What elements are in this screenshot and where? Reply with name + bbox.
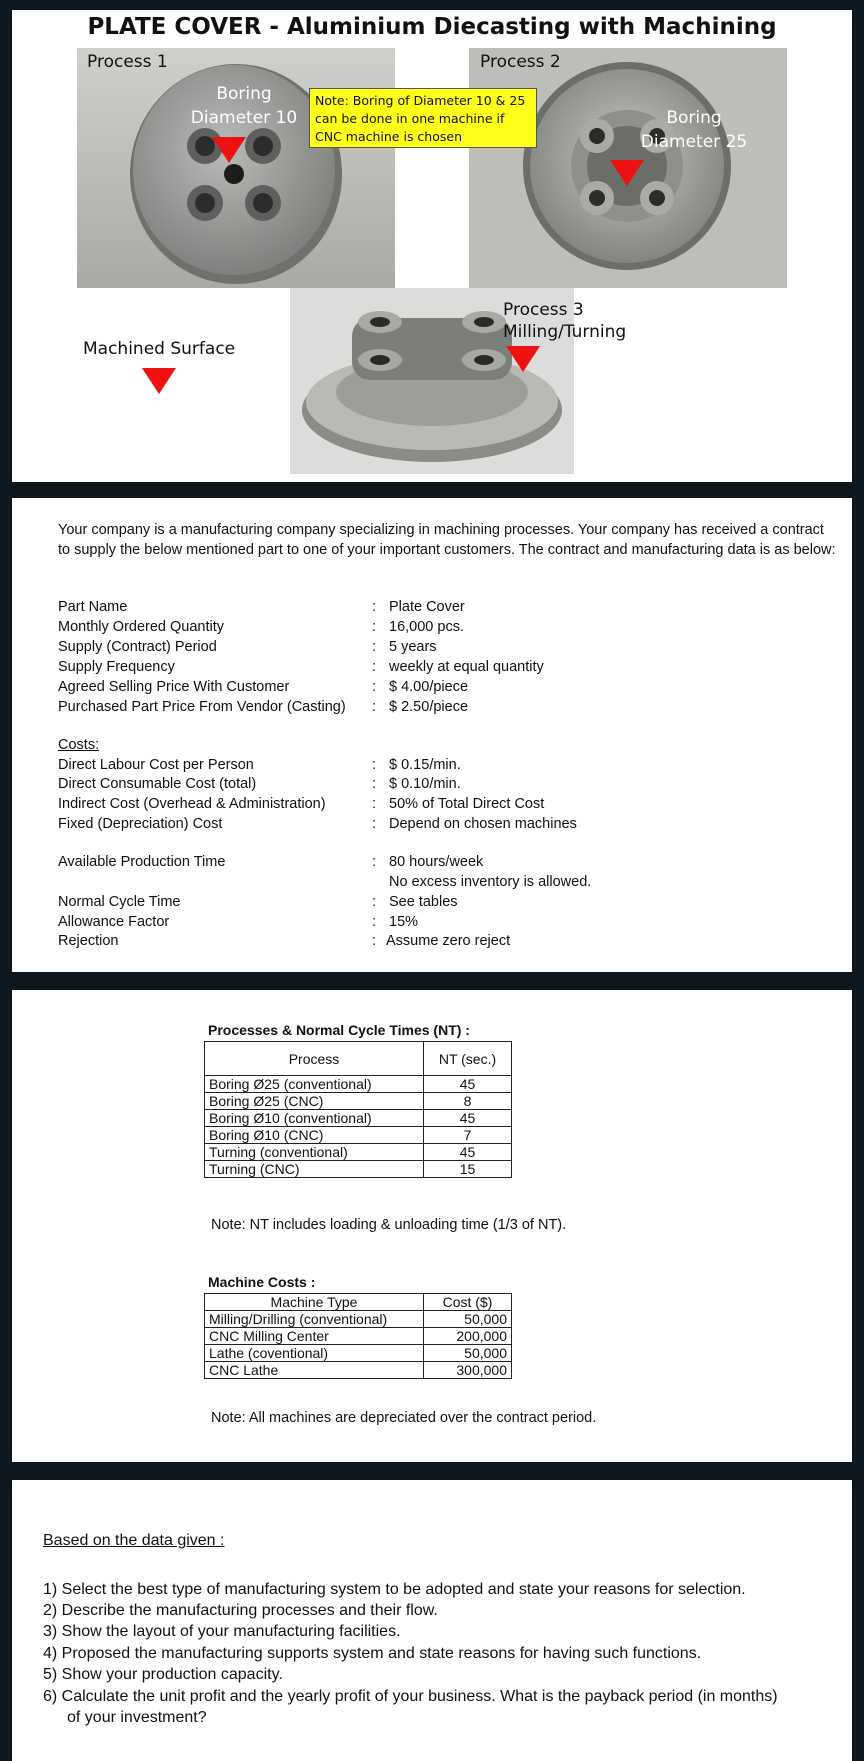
cost-cell: 50,000: [424, 1311, 512, 1328]
part-label: Part Name: [58, 599, 128, 615]
process-cell: Turning (CNC): [205, 1161, 424, 1178]
part-label: Supply (Contract) Period: [58, 639, 217, 655]
tables-panel: [12, 990, 852, 1462]
other-label: Rejection: [58, 933, 119, 949]
question-item: 2) Describe the manufacturing processes and their flow.: [43, 1602, 438, 1619]
nt-header-process: Process: [205, 1042, 424, 1076]
nt-cell: 45: [424, 1110, 512, 1127]
cost-cell: 300,000: [424, 1362, 512, 1379]
nt-table-caption: Processes & Normal Cycle Times (NT) :: [208, 1022, 470, 1038]
question-item: 4) Proposed the manufacturing supports system and state reasons for having such functions.: [43, 1645, 702, 1662]
part-value: weekly at equal quantity: [389, 659, 544, 675]
process-cell: Boring Ø25 (CNC): [205, 1093, 424, 1110]
nt-cell: 45: [424, 1076, 512, 1093]
part-label: Monthly Ordered Quantity: [58, 619, 225, 635]
colon: :: [372, 599, 377, 615]
machine-type-cell: Milling/Drilling (conventional): [205, 1311, 424, 1328]
page-title: PLATE COVER - Aluminium Diecasting with Machining: [87, 14, 777, 40]
milling-turning-marker-icon: [506, 346, 540, 372]
nt-cell: 8: [424, 1093, 512, 1110]
colon: :: [372, 854, 377, 870]
boring-10-line1: Boring: [216, 84, 272, 104]
boring-10-label: [174, 82, 314, 130]
other-value: 15%: [389, 914, 419, 930]
colon: :: [372, 933, 377, 949]
question-item: 6) Calculate the unit profit and the yearly profit of your business. What is the payback period (in months): [43, 1688, 778, 1705]
boring-25-line2: Diameter 25: [640, 132, 748, 152]
colon: :: [372, 776, 377, 792]
cost-label: Fixed (Depreciation) Cost: [58, 816, 223, 832]
cost-value: Depend on chosen machines: [389, 816, 577, 832]
question-item: 3) Show the layout of your manufacturing facilities.: [43, 1623, 401, 1640]
contract-data-panel: [12, 498, 852, 972]
cost-label: Direct Labour Cost per Person: [58, 757, 254, 773]
colon: :: [372, 757, 377, 773]
machine-costs-table: [204, 1293, 512, 1379]
production-time-label: Available Production Time: [58, 854, 226, 870]
process-cell: Boring Ø10 (CNC): [205, 1127, 424, 1144]
other-label: Normal Cycle Time: [58, 894, 181, 910]
colon: :: [372, 914, 377, 930]
questions-heading: Based on the data given :: [43, 1532, 225, 1549]
question-item: 5) Show your production capacity.: [43, 1666, 283, 1683]
cost-cell: 50,000: [424, 1345, 512, 1362]
question-item-continued: of your investment?: [67, 1709, 207, 1726]
process-overview-panel: [12, 10, 852, 482]
machined-surface-marker-icon: [142, 368, 176, 394]
boring-25-label: [624, 106, 764, 154]
intro-paragraph: Your company is a manufacturing company specializing in machining processes. Your company has received a contract to supply the below mentioned part to one of your important customers. The contract and manufacturing data is as below:: [58, 522, 836, 558]
colon: :: [372, 699, 377, 715]
machine-type-cell: Lathe (coventional): [205, 1345, 424, 1362]
question-item: 1) Select the best type of manufacturing system to be adopted and state your reasons for selection.: [43, 1581, 746, 1598]
production-time-value: 80 hours/week: [389, 854, 484, 870]
process-1-label: Process 1: [87, 52, 168, 72]
cost-cell: 200,000: [424, 1328, 512, 1345]
cost-value: 50% of Total Direct Cost: [389, 796, 545, 812]
machine-type-cell: CNC Lathe: [205, 1362, 424, 1379]
cost-value: $ 0.10/min.: [389, 776, 461, 792]
table-row: [205, 1076, 512, 1093]
colon: :: [372, 894, 377, 910]
process-2-label: Process 2: [480, 52, 561, 72]
table-row: [205, 1328, 512, 1345]
questions-panel: [12, 1480, 852, 1761]
nt-header-nt: NT (sec.): [424, 1042, 512, 1076]
machine-costs-caption: Machine Costs :: [208, 1274, 316, 1290]
part-value: Plate Cover: [389, 599, 465, 615]
boring-10-marker-icon: [212, 137, 246, 163]
nt-cell: 45: [424, 1144, 512, 1161]
table-row: [205, 1093, 512, 1110]
colon: :: [372, 679, 377, 695]
boring-25-marker-icon: [610, 160, 644, 186]
nt-note: Note: NT includes loading & unloading time (1/3 of NT).: [211, 1217, 567, 1233]
colon: :: [372, 816, 377, 832]
nt-cell: 15: [424, 1161, 512, 1178]
process-cell: Turning (conventional): [205, 1144, 424, 1161]
table-row: [205, 1161, 512, 1178]
cost-value: $ 0.15/min.: [389, 757, 461, 773]
machine-type-cell: CNC Milling Center: [205, 1328, 424, 1345]
part-value: 5 years: [389, 639, 437, 655]
colon: :: [372, 796, 377, 812]
part-label: Agreed Selling Price With Customer: [58, 679, 290, 695]
nt-cell: 7: [424, 1127, 512, 1144]
process-cell: Boring Ø10 (conventional): [205, 1110, 424, 1127]
table-row: [205, 1110, 512, 1127]
cost-label: Indirect Cost (Overhead & Administration): [58, 796, 326, 812]
colon: :: [372, 659, 377, 675]
inventory-note: No excess inventory is allowed.: [389, 874, 592, 890]
table-row: [205, 1362, 512, 1379]
mc-header-type: Machine Type: [205, 1294, 424, 1311]
colon: :: [372, 639, 377, 655]
other-label: Allowance Factor: [58, 914, 170, 930]
part-label: Supply Frequency: [58, 659, 175, 675]
costs-heading: Costs:: [58, 737, 100, 753]
machined-surface-label: Machined Surface: [83, 339, 236, 359]
table-row: [205, 1345, 512, 1362]
boring-10-line2: Diameter 10: [190, 108, 298, 128]
process-3-line1: Process 3: [503, 300, 584, 320]
boring-25-line1: Boring: [666, 108, 722, 128]
part-value: 16,000 pcs.: [389, 619, 464, 635]
cnc-note-box: Note: Boring of Diameter 10 & 25 can be done in one machine if CNC machine is chosen: [309, 88, 537, 148]
part-label: Purchased Part Price From Vendor (Casting): [58, 699, 346, 715]
cost-label: Direct Consumable Cost (total): [58, 776, 257, 792]
mc-header-cost: Cost ($): [424, 1294, 512, 1311]
table-row: [205, 1127, 512, 1144]
other-value: See tables: [389, 894, 458, 910]
other-value: Assume zero reject: [386, 933, 511, 949]
process-cell: Boring Ø25 (conventional): [205, 1076, 424, 1093]
process-3-line2: Milling/Turning: [503, 322, 627, 342]
nt-table: [204, 1041, 512, 1178]
table-row: [205, 1311, 512, 1328]
colon: :: [372, 619, 377, 635]
table-row: [205, 1144, 512, 1161]
part-value: $ 4.00/piece: [389, 679, 469, 695]
process-3-label: [503, 299, 626, 343]
part-value: $ 2.50/piece: [389, 699, 469, 715]
machine-costs-note: Note: All machines are depreciated over the contract period.: [211, 1410, 597, 1426]
